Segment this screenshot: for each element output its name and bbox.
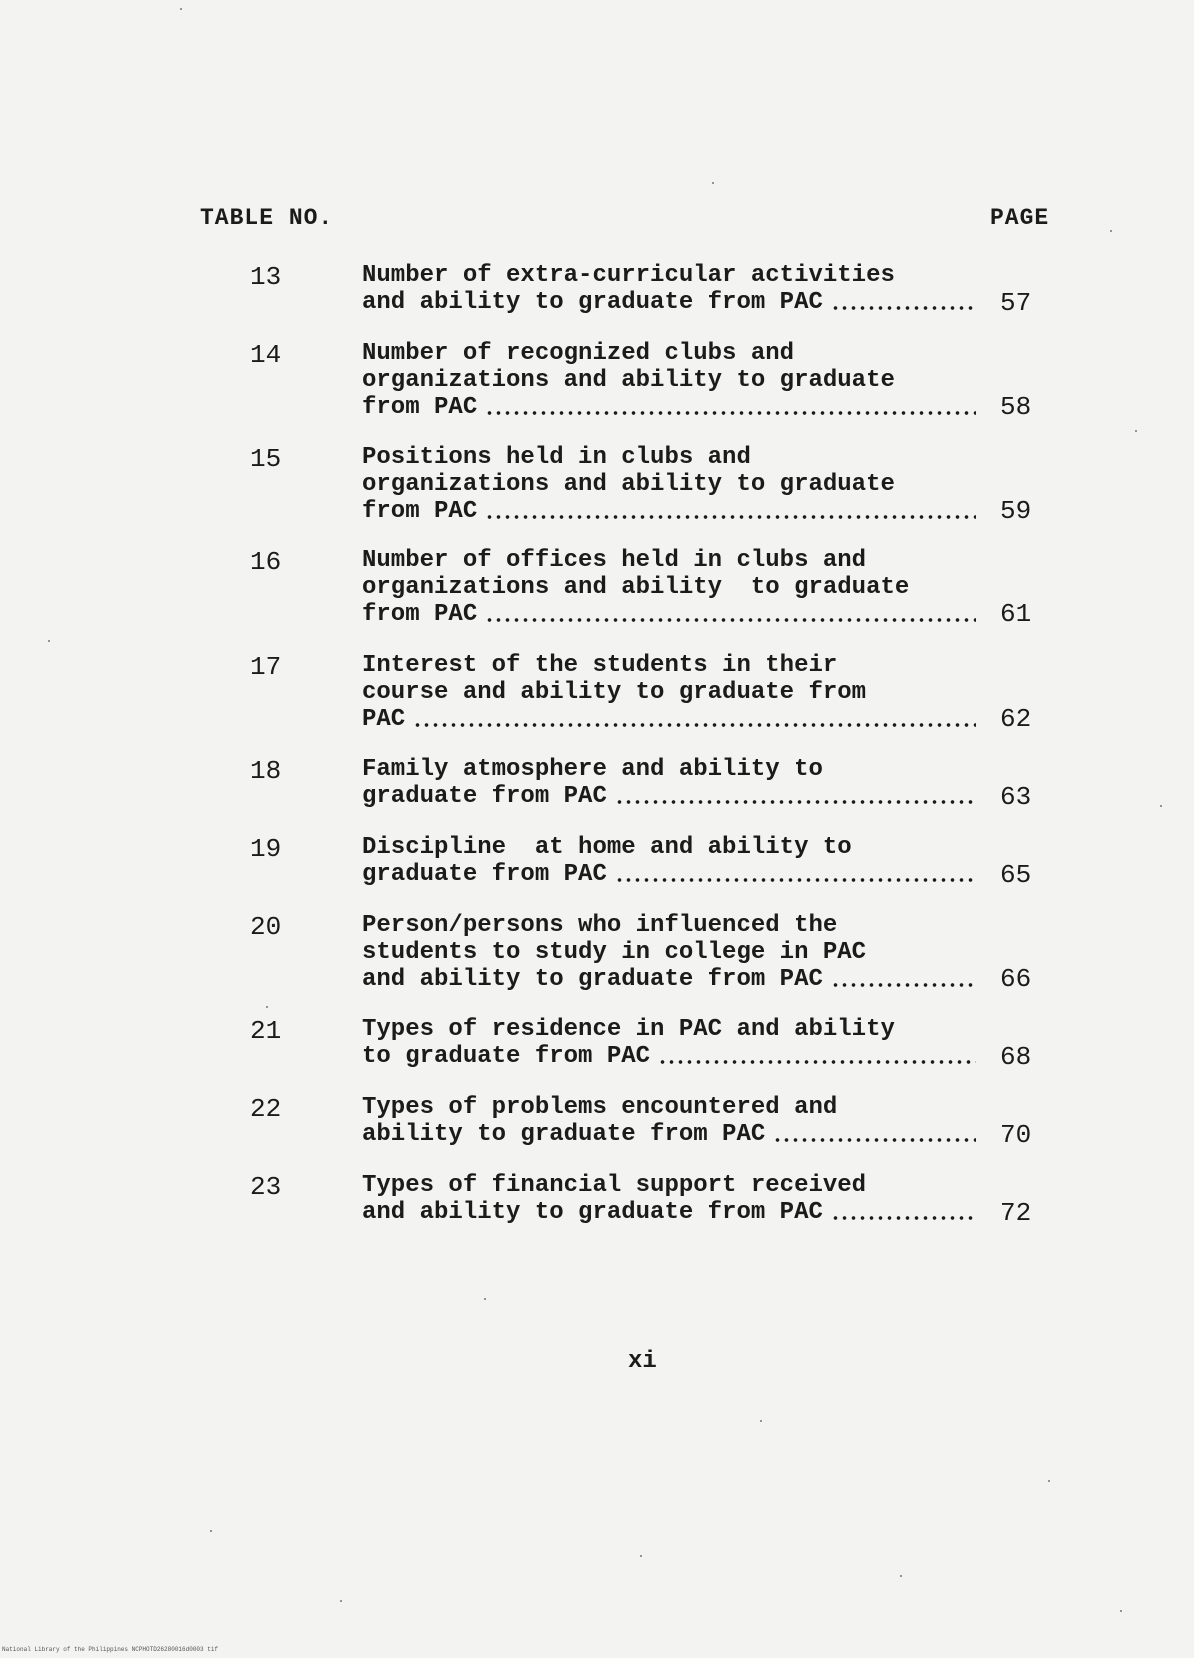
table-number: 20 [250, 912, 282, 942]
title-line: organizations and ability to graduate [362, 367, 895, 394]
scan-speck [900, 1575, 902, 1577]
entry-title [362, 1172, 982, 1226]
title-line: Number of offices held in clubs and [362, 547, 867, 574]
title-line: graduate from PAC [362, 783, 607, 810]
scan-speck [712, 182, 714, 184]
table-no-heading: TABLE NO. [200, 205, 334, 231]
dot-leader [831, 305, 976, 311]
scan-speck [266, 1006, 268, 1008]
title-line: Interest of the students in their [362, 652, 838, 679]
page-number: 70 [1000, 1120, 1032, 1150]
entry-title [362, 262, 982, 316]
dot-leader [413, 722, 976, 728]
dot-leader [773, 1137, 976, 1143]
roman-page-number: xi [628, 1348, 657, 1375]
title-line: Types of financial support received [362, 1172, 867, 1199]
entry-title [362, 340, 982, 421]
table-number: 16 [250, 547, 282, 577]
scan-speck [340, 1600, 342, 1602]
title-line: Number of extra-curricular activities [362, 262, 895, 289]
page-number: 58 [1000, 392, 1032, 422]
scan-speck [640, 1555, 642, 1557]
scan-speck [760, 1420, 762, 1422]
table-number: 17 [250, 652, 282, 682]
title-line: Person/persons who influenced the [362, 912, 838, 939]
title-line: and ability to graduate from PAC [362, 289, 823, 316]
table-number: 21 [250, 1016, 282, 1046]
title-line: Family atmosphere and ability to [362, 756, 823, 783]
entry-title [362, 1094, 982, 1148]
scan-speck [1160, 805, 1162, 807]
title-line: students to study in college in PAC [362, 939, 867, 966]
scan-speck [210, 1530, 212, 1532]
title-line: graduate from PAC [362, 861, 607, 888]
dot-leader [485, 410, 976, 416]
page-number: 65 [1000, 860, 1032, 890]
table-number: 13 [250, 262, 282, 292]
title-line: course and ability to graduate from [362, 679, 867, 706]
dot-leader [831, 1215, 976, 1221]
page-number: 61 [1000, 599, 1032, 629]
title-line: ability to graduate from PAC [362, 1121, 766, 1148]
page-number: 68 [1000, 1042, 1032, 1072]
title-line: and ability to graduate from PAC [362, 966, 823, 993]
scan-speck [484, 1298, 486, 1300]
scan-speck [1110, 230, 1112, 232]
entry-title [362, 652, 982, 733]
title-line: from PAC [362, 601, 478, 628]
table-number: 19 [250, 834, 282, 864]
title-line: Types of residence in PAC and ability [362, 1016, 895, 1043]
title-line: from PAC [362, 498, 478, 525]
title-line: organizations and ability to graduate [362, 471, 895, 498]
table-number: 22 [250, 1094, 282, 1124]
title-line: and ability to graduate from PAC [362, 1199, 823, 1226]
table-number: 14 [250, 340, 282, 370]
entry-title [362, 1016, 982, 1070]
page-heading: PAGE [990, 205, 1050, 231]
page-number: 59 [1000, 496, 1032, 526]
scan-credit: National Library of the Philippines NCPHOTD26280016d0003 tif [2, 1646, 219, 1653]
dot-leader [831, 982, 976, 988]
entry-title [362, 834, 982, 888]
page-number: 62 [1000, 704, 1032, 734]
page-number: 66 [1000, 964, 1032, 994]
page-number: 72 [1000, 1198, 1032, 1228]
title-line: PAC [362, 706, 406, 733]
page-number: 63 [1000, 782, 1032, 812]
scan-speck [48, 640, 50, 642]
dot-leader [658, 1059, 976, 1065]
scan-speck [1135, 430, 1137, 432]
dot-leader [485, 514, 976, 520]
title-line: to graduate from PAC [362, 1043, 651, 1070]
dot-leader [485, 617, 976, 623]
entry-title [362, 912, 982, 993]
title-line: organizations and ability to graduate [362, 574, 910, 601]
entry-title [362, 444, 982, 525]
table-number: 18 [250, 756, 282, 786]
dot-leader [615, 799, 976, 805]
title-line: Number of recognized clubs and [362, 340, 795, 367]
table-number: 15 [250, 444, 282, 474]
title-line: from PAC [362, 394, 478, 421]
page-number: 57 [1000, 288, 1032, 318]
scan-speck [1120, 1610, 1122, 1612]
dot-leader [615, 877, 976, 883]
entry-title [362, 547, 982, 628]
scan-speck [180, 8, 182, 10]
title-line: Positions held in clubs and [362, 444, 751, 471]
table-number: 23 [250, 1172, 282, 1202]
scan-speck [1048, 1480, 1050, 1482]
title-line: Discipline at home and ability to [362, 834, 852, 861]
entry-title [362, 756, 982, 810]
title-line: Types of problems encountered and [362, 1094, 838, 1121]
